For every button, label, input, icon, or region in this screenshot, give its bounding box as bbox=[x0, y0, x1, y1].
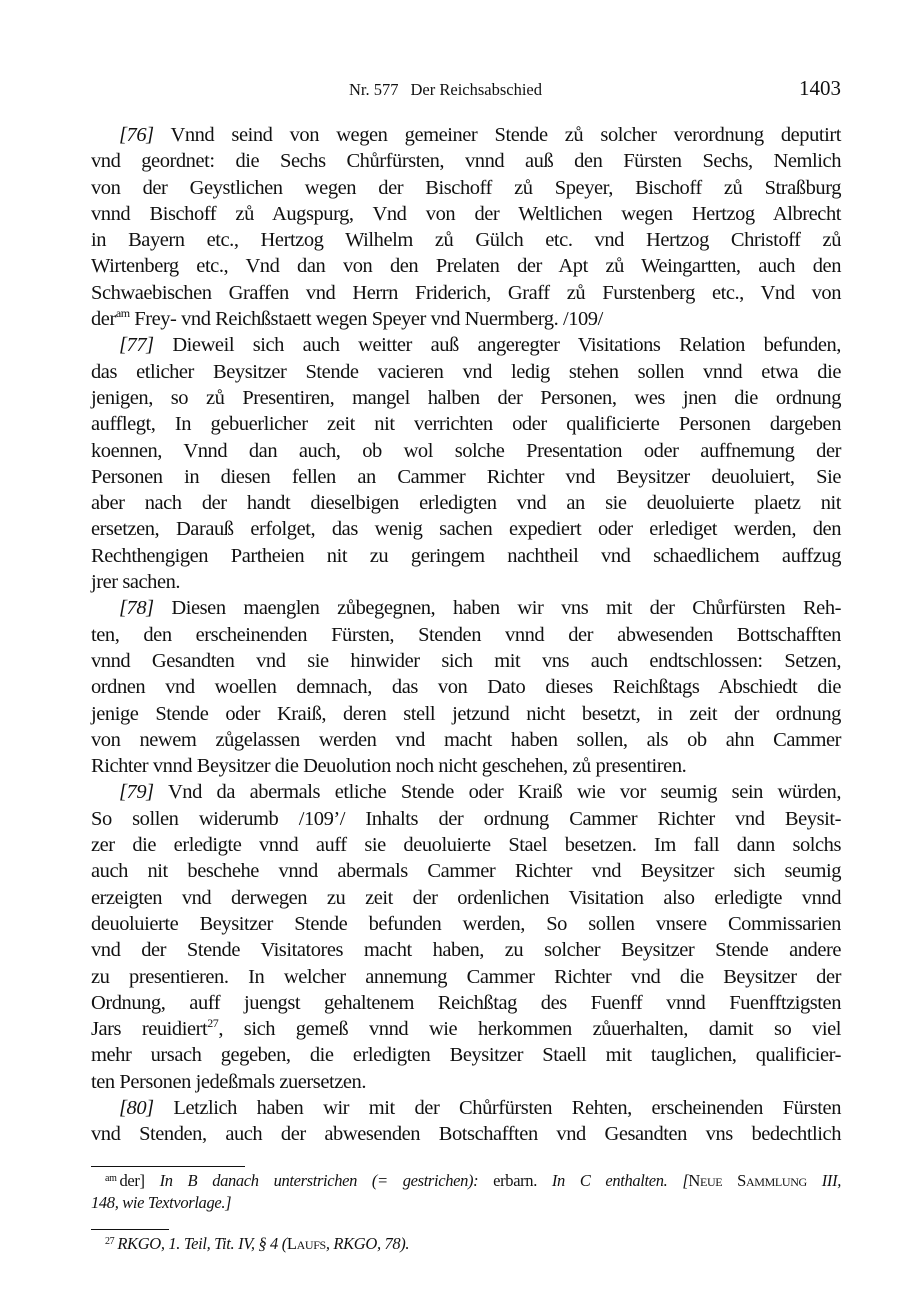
text-fragment: Ordnung, auff juengst gehaltenem Reichßtag des Fuenff vnnd Fuenfftzigsten bbox=[91, 991, 841, 1014]
text-fragment: mehr ursach gegeben, die erledigten Beysitzer Staell mit tauglichen, qualificier- bbox=[91, 1044, 841, 1067]
text-fragment: auch nit beschehe vnnd abermals Cammer Richter vnd Beysitzer sich seumig bbox=[91, 860, 841, 883]
text-fragment: Richter vnnd Beysitzer die Deuolution noch nicht geschehen, zů presentiren. bbox=[91, 755, 687, 778]
footnote-marker: 27 bbox=[105, 1236, 115, 1247]
text-fragment: vnnd Gesandten vnd sie hinwider sich mit vns auch endtschlossen: Setzen, bbox=[91, 649, 841, 672]
text-line bbox=[91, 1069, 841, 1095]
text-fragment: Frey- vnd Reichßstaett wegen Speyer vnd Nuermberg. /109/ bbox=[129, 308, 603, 331]
text-line bbox=[91, 911, 841, 937]
text-fragment: , sich gemeß vnnd wie herkommen zůuerhalten, damit so viel bbox=[218, 1018, 841, 1041]
paragraph-start-line bbox=[91, 332, 841, 358]
text-fragment: der bbox=[91, 308, 116, 331]
text-line bbox=[91, 227, 841, 253]
text-fragment: Personen in diesen fellen an Cammer Richter vnd Beysitzer deuoluiert, Sie bbox=[91, 465, 841, 488]
text-fragment: Vnnd seind von wegen gemeiner Stende zů solcher verordnung deputirt bbox=[153, 124, 841, 146]
text-fragment: ersetzen, Darauß erfolget, das wenig sachen expediert oder erlediget werden, den bbox=[91, 518, 841, 541]
footnote-text: In C enthalten. [ bbox=[536, 1171, 689, 1190]
footnote-rule-textual bbox=[91, 1166, 245, 1167]
footnote-line bbox=[91, 1170, 841, 1192]
text-fragment: ten Personen jedeßmals zuersetzen. bbox=[91, 1070, 367, 1093]
paragraph-number: [80] bbox=[119, 1096, 154, 1119]
paragraph-number: [78] bbox=[119, 597, 154, 620]
footnote-marker: am bbox=[105, 1173, 117, 1184]
text-fragment: jrer sachen. bbox=[91, 571, 181, 594]
text-fragment: Wirtenberg etc., Vnd dan von den Prelaten der Apt zů Weingartten, auch den bbox=[91, 255, 841, 278]
footnote-text: RKGO, 1. Teil, Tit. IV, § 4 ( bbox=[117, 1234, 287, 1253]
text-line bbox=[91, 201, 841, 227]
paragraph-start-line bbox=[91, 779, 841, 805]
text-line bbox=[91, 727, 841, 753]
text-line bbox=[91, 701, 841, 727]
paragraph-number: [77] bbox=[119, 334, 154, 357]
text-fragment: in Bayern etc., Hertzog Wilhelm zů Gülch etc. vnd Hertzog Christoff zů bbox=[91, 229, 841, 252]
text-line bbox=[91, 937, 841, 963]
text-fragment: Letzlich haben wir mit der Chůrfürsten Rehten, erscheinenden Fürsten bbox=[153, 1096, 841, 1119]
text-fragment: von newem zůgelassen werden vnd macht haben sollen, als ob ahn Cammer bbox=[91, 728, 841, 751]
text-line bbox=[91, 385, 841, 411]
footnote-line: 148, wie Textvorlage.] bbox=[91, 1193, 232, 1212]
text-fragment: Rechthengigen Partheien nit zu geringem nachtheil vnd schaedlichem auffzug bbox=[91, 544, 841, 567]
text-line bbox=[91, 543, 841, 569]
document-title: Der Reichsabschied bbox=[410, 80, 542, 99]
text-line bbox=[91, 1016, 841, 1042]
text-line bbox=[91, 490, 841, 516]
text-line bbox=[91, 858, 841, 884]
text-line bbox=[91, 306, 841, 332]
text-line bbox=[91, 175, 841, 201]
text-fragment: vnd Stenden, auch der abwesenden Botschafften vnd Gesandten vns bedechtlich bbox=[91, 1123, 841, 1146]
text-line bbox=[91, 674, 841, 700]
text-fragment: Jars reuidiert bbox=[91, 1018, 208, 1041]
footnote-line bbox=[91, 1233, 841, 1255]
text-line bbox=[91, 569, 841, 595]
running-head bbox=[91, 78, 841, 108]
text-fragment: Schwaebischen Graffen vnd Herrn Friderich, Graff zů Furstenberg etc., Vnd von bbox=[91, 281, 841, 304]
text-fragment: vnd der Stende Visitatores macht haben, zu solcher Beysitzer Stende andere bbox=[91, 939, 841, 962]
text-line bbox=[91, 832, 841, 858]
text-line bbox=[91, 964, 841, 990]
text-fragment: erzeigten vnd derwegen zu zeit der ordenlichen Visitation also erledigte vnnd bbox=[91, 886, 841, 909]
text-fragment: vnd geordnet: die Sechs Chůrfürsten, vnnd auß den Fürsten Sechs, Nemlich bbox=[91, 150, 841, 173]
text-line bbox=[91, 622, 841, 648]
footnote-source: Neue Sammlung bbox=[688, 1171, 807, 1190]
paragraph-start-line bbox=[91, 595, 841, 621]
footnote-textual-apparatus bbox=[91, 1170, 841, 1214]
text-fragment: das etlicher Beysitzer Stende vacieren vnd ledig stehen sollen vnnd etwa die bbox=[91, 360, 841, 383]
footnote-reference[interactable]: am bbox=[115, 306, 130, 321]
text-fragment: Dieweil sich auch weitter auß angeregter Visitations Relation befunden, bbox=[153, 334, 841, 357]
text-line bbox=[91, 648, 841, 674]
text-line bbox=[91, 438, 841, 464]
footnote-author: Laufs bbox=[286, 1234, 326, 1253]
running-head-title bbox=[349, 80, 542, 100]
text-fragment: vnnd Bischoff zů Augspurg, Vnd von der Weltlichen wegen Hertzog Albrecht bbox=[91, 202, 841, 225]
main-text bbox=[91, 122, 841, 1148]
text-line bbox=[91, 359, 841, 385]
text-fragment: zu presentieren. In welcher annemung Cammer Richter vnd die Beysitzer der bbox=[91, 965, 841, 988]
footnote-reference[interactable]: 27 bbox=[207, 1016, 219, 1031]
text-fragment: Vnd da abermals etliche Stende oder Kraiß wie vor seumig sein würden, bbox=[153, 781, 841, 804]
text-line bbox=[91, 411, 841, 437]
text-line bbox=[91, 990, 841, 1016]
text-line bbox=[91, 253, 841, 279]
paragraph-number: [79] bbox=[119, 781, 154, 804]
text-fragment: So sollen widerumb /109’/ Inhalts der ordnung Cammer Richter vnd Beysit- bbox=[91, 807, 841, 830]
text-fragment: jenigen, so zů Presentiren, mangel halben der Personen, wes jnen die ordnung bbox=[91, 386, 841, 409]
text-line bbox=[91, 516, 841, 542]
text-line bbox=[91, 753, 841, 779]
text-line bbox=[91, 1121, 841, 1147]
paragraph-number: [76] bbox=[119, 124, 154, 146]
text-fragment: aber nach der handt dieselbigen erledigten vnd an sie deuoluierte plaetz nit bbox=[91, 492, 841, 515]
text-fragment: Diesen maenglen zůbegegnen, haben wir vns mit der Chůrfürsten Reh- bbox=[153, 597, 841, 620]
footnote-text: erbarn. bbox=[478, 1171, 537, 1190]
text-line bbox=[91, 464, 841, 490]
text-line bbox=[91, 806, 841, 832]
footnote-text: , RKGO, 78). bbox=[325, 1234, 410, 1253]
text-fragment: ordnen vnd woellen demnach, das von Dato dieses Reichßtags Abschiedt die bbox=[91, 676, 841, 699]
text-fragment: zer die erledigte vnnd auff sie deuoluierte Stael besetzen. Im fall dann solchs bbox=[91, 834, 841, 857]
footnote-commentary bbox=[91, 1233, 841, 1255]
footnote-text: In B danach unterstrichen (= gestrichen): bbox=[144, 1171, 479, 1190]
text-fragment: von der Geystlichen wegen der Bischoff zů Speyer, Bischoff zů Straßburg bbox=[91, 176, 841, 199]
footnote-rule-commentary bbox=[91, 1229, 169, 1230]
paragraph-start-line bbox=[91, 122, 841, 148]
text-fragment: deuoluierte Beysitzer Stende befunden werden, So sollen vnsere Commissarien bbox=[91, 912, 841, 935]
text-line bbox=[91, 280, 841, 306]
paragraph-start-line bbox=[91, 1095, 841, 1121]
page-number: 1403 bbox=[799, 76, 841, 100]
footnote-text: III, bbox=[806, 1171, 841, 1190]
document-number: Nr. 577 bbox=[349, 80, 399, 99]
text-fragment: koennen, Vnnd dan auch, ob wol solche Presentation oder auffnemung der bbox=[91, 439, 841, 462]
text-line bbox=[91, 885, 841, 911]
text-fragment: ten, den erscheinenden Fürsten, Stenden vnnd der abwesenden Bottschafften bbox=[91, 623, 841, 646]
text-line bbox=[91, 148, 841, 174]
text-line bbox=[91, 1042, 841, 1068]
text-fragment: aufflegt, In gebuerlicher zeit nit verrichten oder qualificierte Personen dargeben bbox=[91, 413, 841, 436]
text-fragment: jenige Stende oder Kraiß, deren stell jetzund nicht besetzt, in zeit der ordnung bbox=[91, 702, 841, 725]
footnote-lemma: der] bbox=[119, 1171, 145, 1190]
